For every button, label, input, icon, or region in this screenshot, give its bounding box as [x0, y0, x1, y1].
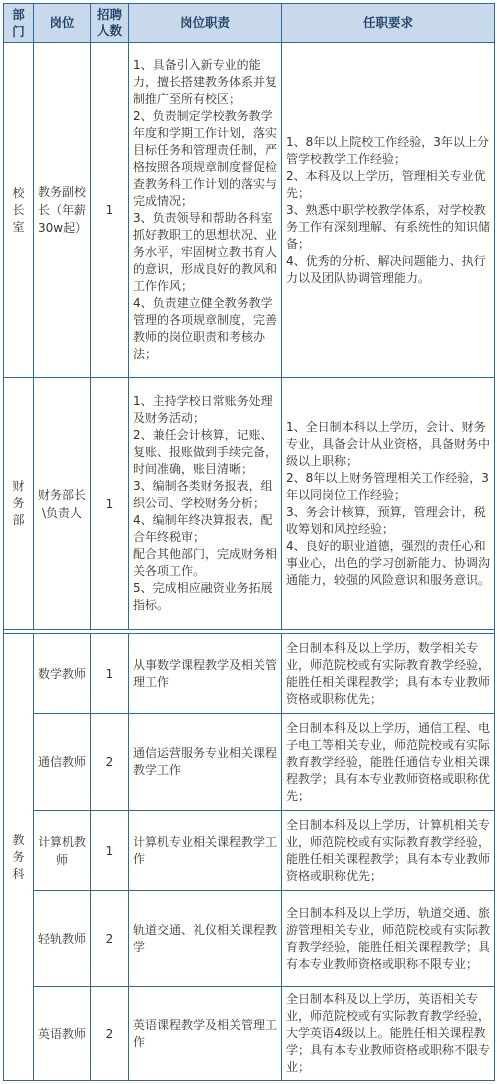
recruitment-table — [3, 3, 495, 1081]
header-position: 岗位 — [34, 4, 91, 43]
duties-cell: 从事数学课程教学及相关管理工作 — [129, 634, 282, 714]
duty-line: 5、完成相应融资业务拓展指标。 — [133, 581, 273, 612]
count-cell: 1 — [91, 811, 129, 891]
header-duties: 岗位职责 — [129, 4, 282, 43]
header-count: 招聘人数 — [91, 4, 129, 43]
requirements-cell — [282, 43, 495, 378]
duty-line: 4、编制年终决算报表，配合年终税审； — [133, 513, 273, 544]
position-cell: 轻轨教师 — [34, 891, 91, 987]
req-line: 4、良好的职业道德，强烈的责任心和事业心，出色的学习创新能力、协调沟通能力，较强的风险意识和服务意识。 — [286, 538, 491, 587]
req-line: 1、全日制本科以上学历，会计、财务专业，具备会计从业资格，具备财务中级以上职称； — [286, 419, 491, 468]
requirements-cell: 全日制本科及以上学历，通信工程、电子电工等相关专业，师范院校或有实际教育教学经验，能胜任通信专业相关课程教学；具有本专业教师资格或职称优先； — [282, 714, 495, 811]
req-line: 4、优秀的分析、解决问题能力、执行力以及团队协调管理能力。 — [286, 253, 486, 285]
table-row — [4, 891, 495, 987]
count-cell: 1 — [91, 43, 129, 378]
count-cell: 1 — [91, 378, 129, 630]
req-line: 2、本科及以上学历，管理相关专业优先； — [286, 168, 486, 200]
header-requirements: 任职要求 — [282, 4, 495, 43]
table-row — [4, 43, 495, 378]
req-line: 2、8年以上财务管理相关工作经验，3年以同岗位工作经验； — [286, 470, 489, 502]
duty-line: 1、具备引入新专业的能力，擅长搭建教务体系并复制推广至所有校区； — [133, 58, 278, 106]
position-cell: 财务部长\负责人 — [34, 378, 91, 630]
duties-cell — [129, 43, 282, 378]
table-row — [4, 378, 495, 630]
duties-cell: 计算机专业相关课程教学工作 — [129, 811, 282, 891]
header-row — [4, 4, 495, 43]
table-row — [4, 987, 495, 1081]
count-cell: 1 — [91, 634, 129, 714]
duties-cell: 轨道交通、礼仪相关课程教学 — [129, 891, 282, 987]
req-line: 3、务会计核算，预算，管理会计，税收筹划和风控经验； — [286, 504, 486, 536]
duty-line: 1、主持学校日常账务处理及财务活动； — [133, 394, 273, 425]
duties-cell: 英语课程教学及相关管理工作 — [129, 987, 282, 1081]
count-cell: 2 — [91, 891, 129, 987]
requirements-cell: 全日制本科及以上学历，计算机相关专业，师范院校或有实际教育教学经验，能胜任相关课程教学；具有本专业教师资格或职称优先； — [282, 811, 495, 891]
count-cell: 2 — [91, 714, 129, 811]
duty-line: 4、负责建立健全教务教学管理的各项规章制度，完善教师的岗位职责和考核办法； — [133, 296, 278, 361]
dept-cell: 教务科 — [4, 634, 34, 1081]
requirements-cell — [282, 378, 495, 630]
duty-line: 3、编制各类财务报表，组织公司、学校财务分析； — [133, 479, 273, 510]
count-cell: 2 — [91, 987, 129, 1081]
position-cell: 英语教师 — [34, 987, 91, 1081]
requirements-cell: 全日制本科及以上学历，轨道交通、旅游管理相关专业，师范院校或有实际教育教学经验，能胜任相关课程教学；具有本专业教师资格或职称不限专业； — [282, 891, 495, 987]
position-cell: 通信教师 — [34, 714, 91, 811]
req-line: 1、8年以上院校工作经验，3年以上分管学校教学工作经验； — [286, 134, 489, 166]
dept-cell: 财务部 — [4, 378, 34, 630]
requirements-cell: 全日制本科及以上学历，英语相关专业，师范院校或有实际教育教学经验，大学英语4级以上。能胜任相关课程教学；具有本专业教师资格或职称不限专业； — [282, 987, 495, 1081]
position-cell: 计算机教师 — [34, 811, 91, 891]
position-cell: 教务副校长（年薪30w起） — [34, 43, 91, 378]
table-row — [4, 811, 495, 891]
duty-line: 2、负责制定学校教务教学年度和学期工作计划，落实目标任务和管理责任制，严格按照各项规章制度督促检查教务科工作计划的落实与完成情况； — [133, 109, 278, 208]
position-cell: 数学教师 — [34, 634, 91, 714]
duties-cell — [129, 378, 282, 630]
duty-line: 3、负责领导和帮助各科室抓好教职工的思想状况、业务水平，牢固树立教书育人的意识，形成良好的教风和工作作风； — [133, 211, 278, 293]
requirements-cell: 全日制本科及以上学历，数学相关专业，师范院校或有实际教育教学经验，能胜任相关课程教学；具有本专业教师资格或职称优先； — [282, 634, 495, 714]
table-row — [4, 714, 495, 811]
req-line: 3、熟悉中职学校教学体系，对学校教务工作有深刻理解、有系统性的知识储备； — [286, 202, 491, 251]
duty-line: 配合其他部门，完成财务相关各项工作。 — [133, 547, 278, 578]
table-row — [4, 634, 495, 714]
dept-cell: 校长室 — [4, 43, 34, 378]
header-dept: 部门 — [4, 4, 34, 43]
duties-cell: 通信运营服务专业相关课程教学工作 — [129, 714, 282, 811]
duty-line: 2、兼任会计核算，记账、复账、报账做到手续完备，时间准确，账目清晰； — [133, 428, 278, 476]
